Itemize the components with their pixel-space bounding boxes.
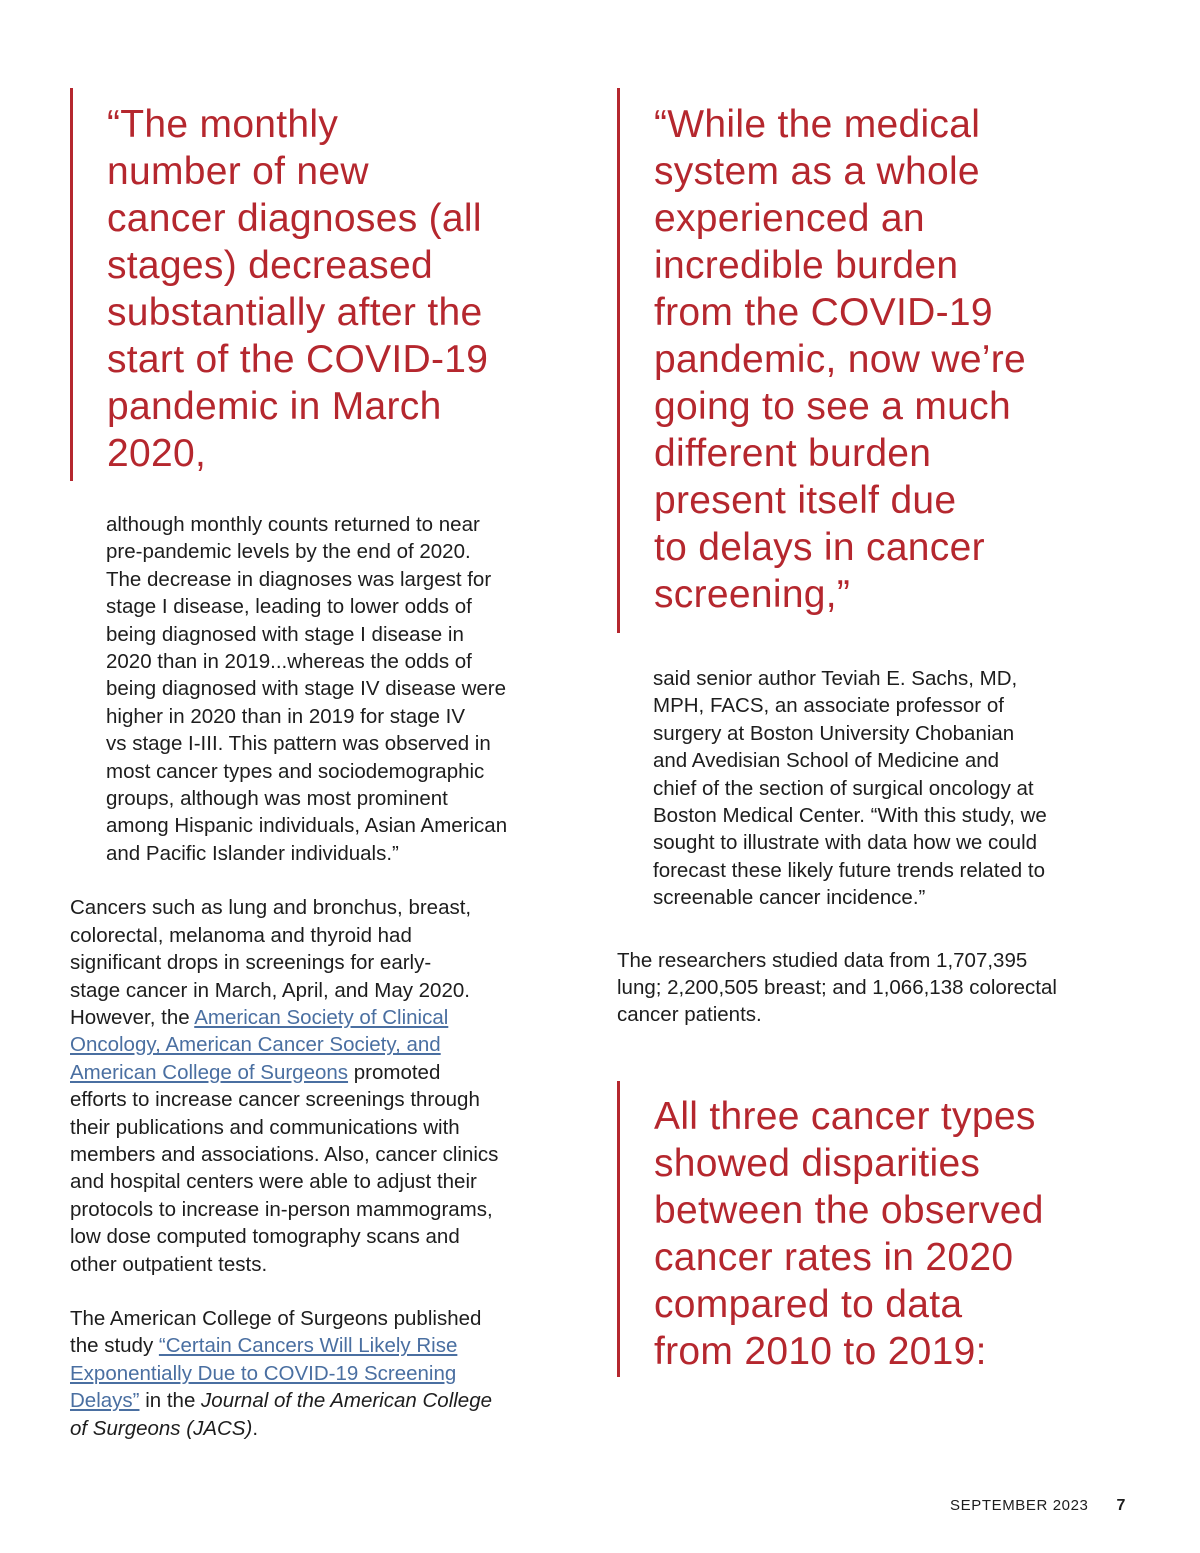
left-column bbox=[70, 88, 582, 1442]
paragraph-researchers-data: The researchers studied data from 1,707,395 lung; 2,200,505 breast; and 1,066,138 colorectal cancer patients. bbox=[617, 948, 1057, 1027]
issue-date: SEPTEMBER 2023 bbox=[950, 1497, 1089, 1514]
paragraph-screening-drops bbox=[70, 894, 582, 1278]
paragraph-study-text: The American College of Surgeons published the study bbox=[70, 1306, 482, 1358]
journal-name: Journal of the American College of Surgeons (JACS) bbox=[70, 1389, 493, 1440]
page-number: 7 bbox=[1116, 1497, 1126, 1514]
quote-continuation-left: although monthly counts returned to near pre-pandemic levels by the end of 2020. The decrease in diagnoses was largest for stage I disease, leading to lower odds of being diagnosed with stage I disease in 2020 than in 2019...whereas the odds of being diagnosed with stage IV disease were higher in 2020 than in 2019 for stage IV vs stage I-III. This pattern was observed in most cancer types and sociodemographic groups, although was most prominent among Hispanic individuals, Asian American and Pacific Islander individuals.” bbox=[106, 513, 508, 865]
paragraph-study-text-2: in the bbox=[139, 1389, 202, 1413]
paragraph-screening-drops-text: Cancers such as lung and bronchus, breast, colorectal, melanoma and thyroid had significant drops in screenings for early- stage cancer in March, April, and May 2020. However, the bbox=[70, 896, 472, 1029]
link-study-title[interactable]: “Certain Cancers Will Likely Rise Exponentially Due to COVID-19 Screening Delays” bbox=[70, 1334, 458, 1413]
pull-quote-left-text: “The monthly number of new cancer diagnoses (all stages) decreased substantially after the start of the COVID-19 pandemic in March 2020, bbox=[107, 103, 489, 475]
paragraph-screening-drops-text-2: promoted efforts to increase cancer screenings through their publications and communications with members and associations. Also, cancer clinics and hospital centers were able to adjust their protocols to increase in-person mammograms, low dose computed tomography scans and other outpatient tests. bbox=[70, 1060, 499, 1276]
paragraph-study-published bbox=[70, 1305, 582, 1442]
callout-cancer-types bbox=[617, 1081, 1129, 1377]
pull-quote-left bbox=[70, 88, 582, 481]
quote-continuation-right: said senior author Teviah E. Sachs, MD, MPH, FACS, an associate professor of surgery at Boston University Chobanian and Avedisian School of Medicine and chief of the section of surgical oncology at Boston Medical Center. “With this study, we sought to illustrate with data how we could forecast these likely future trends related to screenable cancer incidence.” bbox=[653, 667, 1047, 910]
pull-quote-right bbox=[617, 88, 1129, 633]
link-asco-acs-acs[interactable]: American Society of Clinical Oncology, American Cancer Society, and American College of Surgeons bbox=[70, 1005, 449, 1084]
right-column bbox=[617, 88, 1129, 1377]
pull-quote-right-text: “While the medical system as a whole experienced an incredible burden from the COVID-19 pandemic, now we’re going to see a much different burden present itself due to delays in cancer screening,” bbox=[654, 103, 1027, 616]
callout-cancer-types-text: All three cancer types showed disparities between the observed cancer rates in 2020 compared to data from 2010 to 2019: bbox=[654, 1094, 1044, 1373]
page-footer bbox=[950, 1497, 1126, 1515]
paragraph-study-end: . bbox=[252, 1416, 259, 1440]
